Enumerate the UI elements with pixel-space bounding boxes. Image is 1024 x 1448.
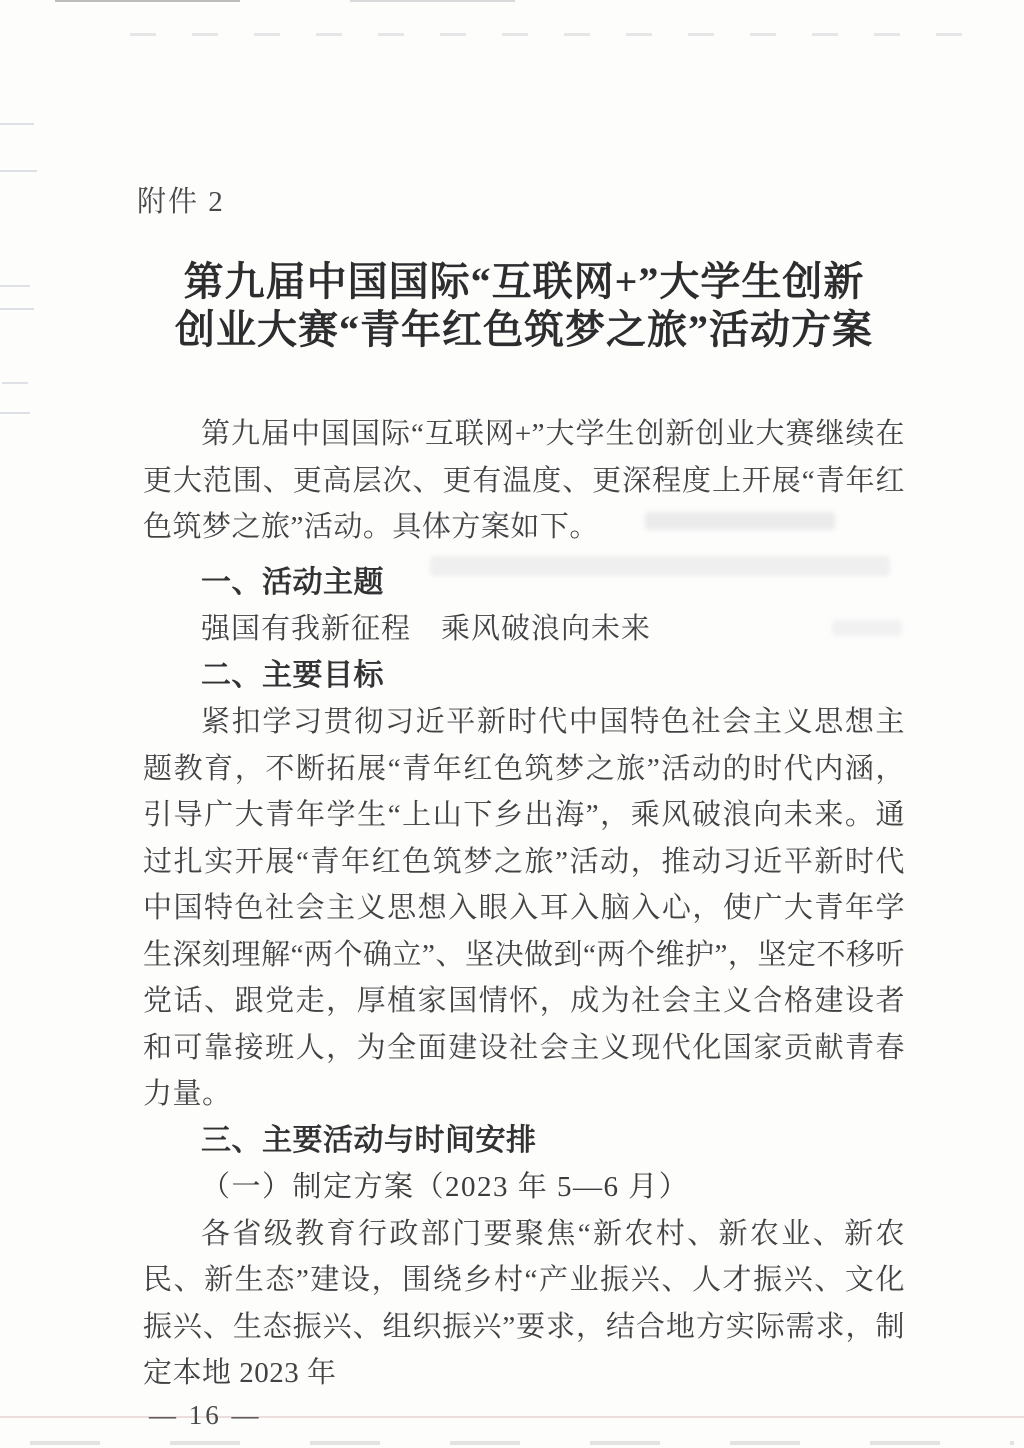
section-heading-main-goals: 二、主要目标 <box>201 658 384 692</box>
scan-artifact-left-mark <box>0 285 30 287</box>
scan-artifact-left-mark <box>2 382 28 384</box>
title-line-2: 创业大赛“青年红色筑梦之旅”活动方案 <box>175 307 873 352</box>
intro-paragraph: 第九届中国国际“互联网+”大学生创新创业大赛继续在更大范围、更高层次、更有温度、更深程度上开展“青年红色筑梦之旅”活动。具体方案如下。 <box>143 418 905 543</box>
title-line-1: 第九届中国国际“互联网+”大学生创新 <box>183 259 865 304</box>
scan-artifact-left-mark <box>0 308 34 310</box>
section-heading-activity-theme: 一、活动主题 <box>201 565 384 599</box>
activity-theme-text: 强国有我新征程 乘风破浪向未来 <box>201 613 652 645</box>
main-goals-paragraph: 紧扣学习贯彻习近平新时代中国特色社会主义思想主题教育，不断拓展“青年红色筑梦之旅”活动的时代内涵，引导广大青年学生“上山下乡出海”，乘风破浪向未来。通过扎实开展“青年红色筑梦之旅”活动，推动习近平新时代中国特色社会主义思想入眼入耳入脑入心，使广大青年学生深刻理解“两个确立”、坚决做到“两个维护”，坚定不移听党话、跟党走，厚植家国情怀，成为社会主义合格建设者和可靠接班人，为全面建设社会主义现代化国家贡献青春力量。 <box>143 706 905 1110</box>
schedule-plan-paragraph: 各省级教育行政部门要聚焦“新农村、新农业、新农民、新生态”建设，围绕乡村“产业振兴、人才振兴、文化振兴、生态振兴、组织振兴”要求，结合地方实际需求，制定本地 2023 年 <box>143 1217 905 1389</box>
section-heading-schedule: 三、主要活动与时间安排 <box>201 1123 537 1157</box>
schedule-subheading-plan: （一）制定方案（2023 年 5—6 月） <box>201 1171 690 1203</box>
attachment-label: 附件 2 <box>137 186 225 218</box>
document-title <box>143 258 905 354</box>
scan-artifact-left-mark <box>0 170 37 172</box>
scan-artifact-left-mark <box>0 412 30 414</box>
scan-artifact-left-mark <box>0 123 34 125</box>
scan-artifact-bottom-bleedthrough <box>30 1441 1014 1445</box>
page-number: — 16 — <box>149 1399 262 1430</box>
document-content <box>137 0 905 1431</box>
